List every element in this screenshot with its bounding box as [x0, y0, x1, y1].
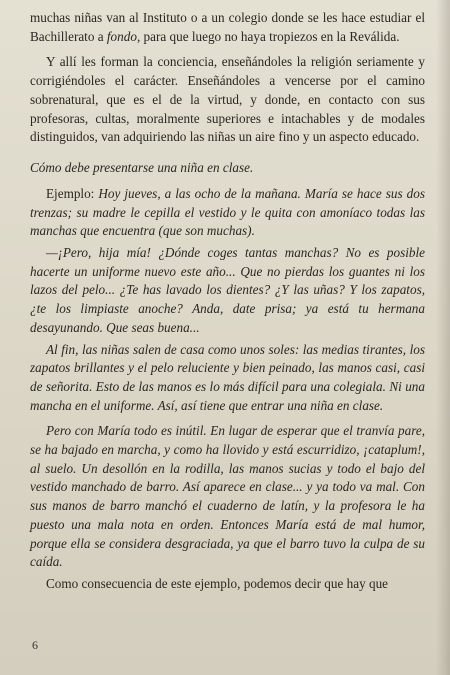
- paragraph-2: Y allí les forman la conciencia, enseñándoles la religión seriamente y corrigiéndoles el carácter. Enseñándoles a vencerse por el camino sobrenatural, que es el de la virtud, y donde, en contacto con sus profesoras, cultas, moralmente superiores e intachables y de modales distinguidos, van adquiriendo las niñas un aire fino y un aspecto educado.: [30, 54, 425, 145]
- page-number: 6: [32, 638, 38, 652]
- paragraph-1-emphasis: fondo: [106, 28, 137, 44]
- paragraph-1: [30, 9, 425, 46]
- paragraph-4: —¡Pero, hija mía! ¿Dónde coges tantas manchas? No es posible hacerte un uniforme nuevo este año... Que no pierdas los guantes ni los lazos del pelo... ¿Te has lavado los dientes? ¿Y las uñas? Y los zapatos, ¿te los limpiaste anoche? Anda, date prisa; ya está tu hermana desayunando. Que seas buena...: [30, 245, 425, 335]
- paragraph-1-text-b: , para que luego no haya tropiezos en la Reválida.: [136, 28, 400, 44]
- paragraph-6: Pero con María todo es inútil. En lugar de esperar que el tranvía pare, se ha bajado en marcha, y como ha llovido y está escurridizo, ¡cataplum!, al suelo. Un desollón en la rodilla, las manos sucias y todo el bajo del vestido manchado de barro. Así aparece en clase... y ya todo va mal. Con sus manos de barro manchó el cuaderno de latín, y la profesora le ha puesto una mala nota en orden. Entonces María está de mal humor, porque ella se considera desgraciada, ya que el barro tuvo la culpa de su caída.: [30, 423, 425, 570]
- paragraph-3-label: Ejemplo:: [46, 185, 99, 201]
- paragraph-3: [30, 185, 425, 241]
- paragraph-5: Al fin, las niñas salen de casa como unos soles: las medias tirantes, los zapatos brillantes y el pelo reluciente y bien peinado, las manos casi, casi de señorita. Esto de las manos es lo más difícil para una colegiala. Ni una mancha en el uniforme. Así, así tiene que entrar una niña en clase.: [30, 341, 425, 413]
- page-binding-shadow: [436, 0, 450, 675]
- section-heading: Cómo debe presentarse una niña en clase.: [30, 159, 254, 175]
- paragraph-1-text-a: muchas niñas van al Instituto o a un colegio donde se les hace estudiar el Bachillerato a: [30, 10, 425, 44]
- paragraph-7: Como consecuencia de este ejemplo, podemos decir que hay que: [46, 575, 389, 591]
- paragraph-3-italic: Hoy jueves, a las ocho de la mañana. María se hace sus dos trenzas; su madre le cepilla el vestido y le quita con amoníaco todas las manchas que encuentra (que son muchas).: [30, 185, 425, 239]
